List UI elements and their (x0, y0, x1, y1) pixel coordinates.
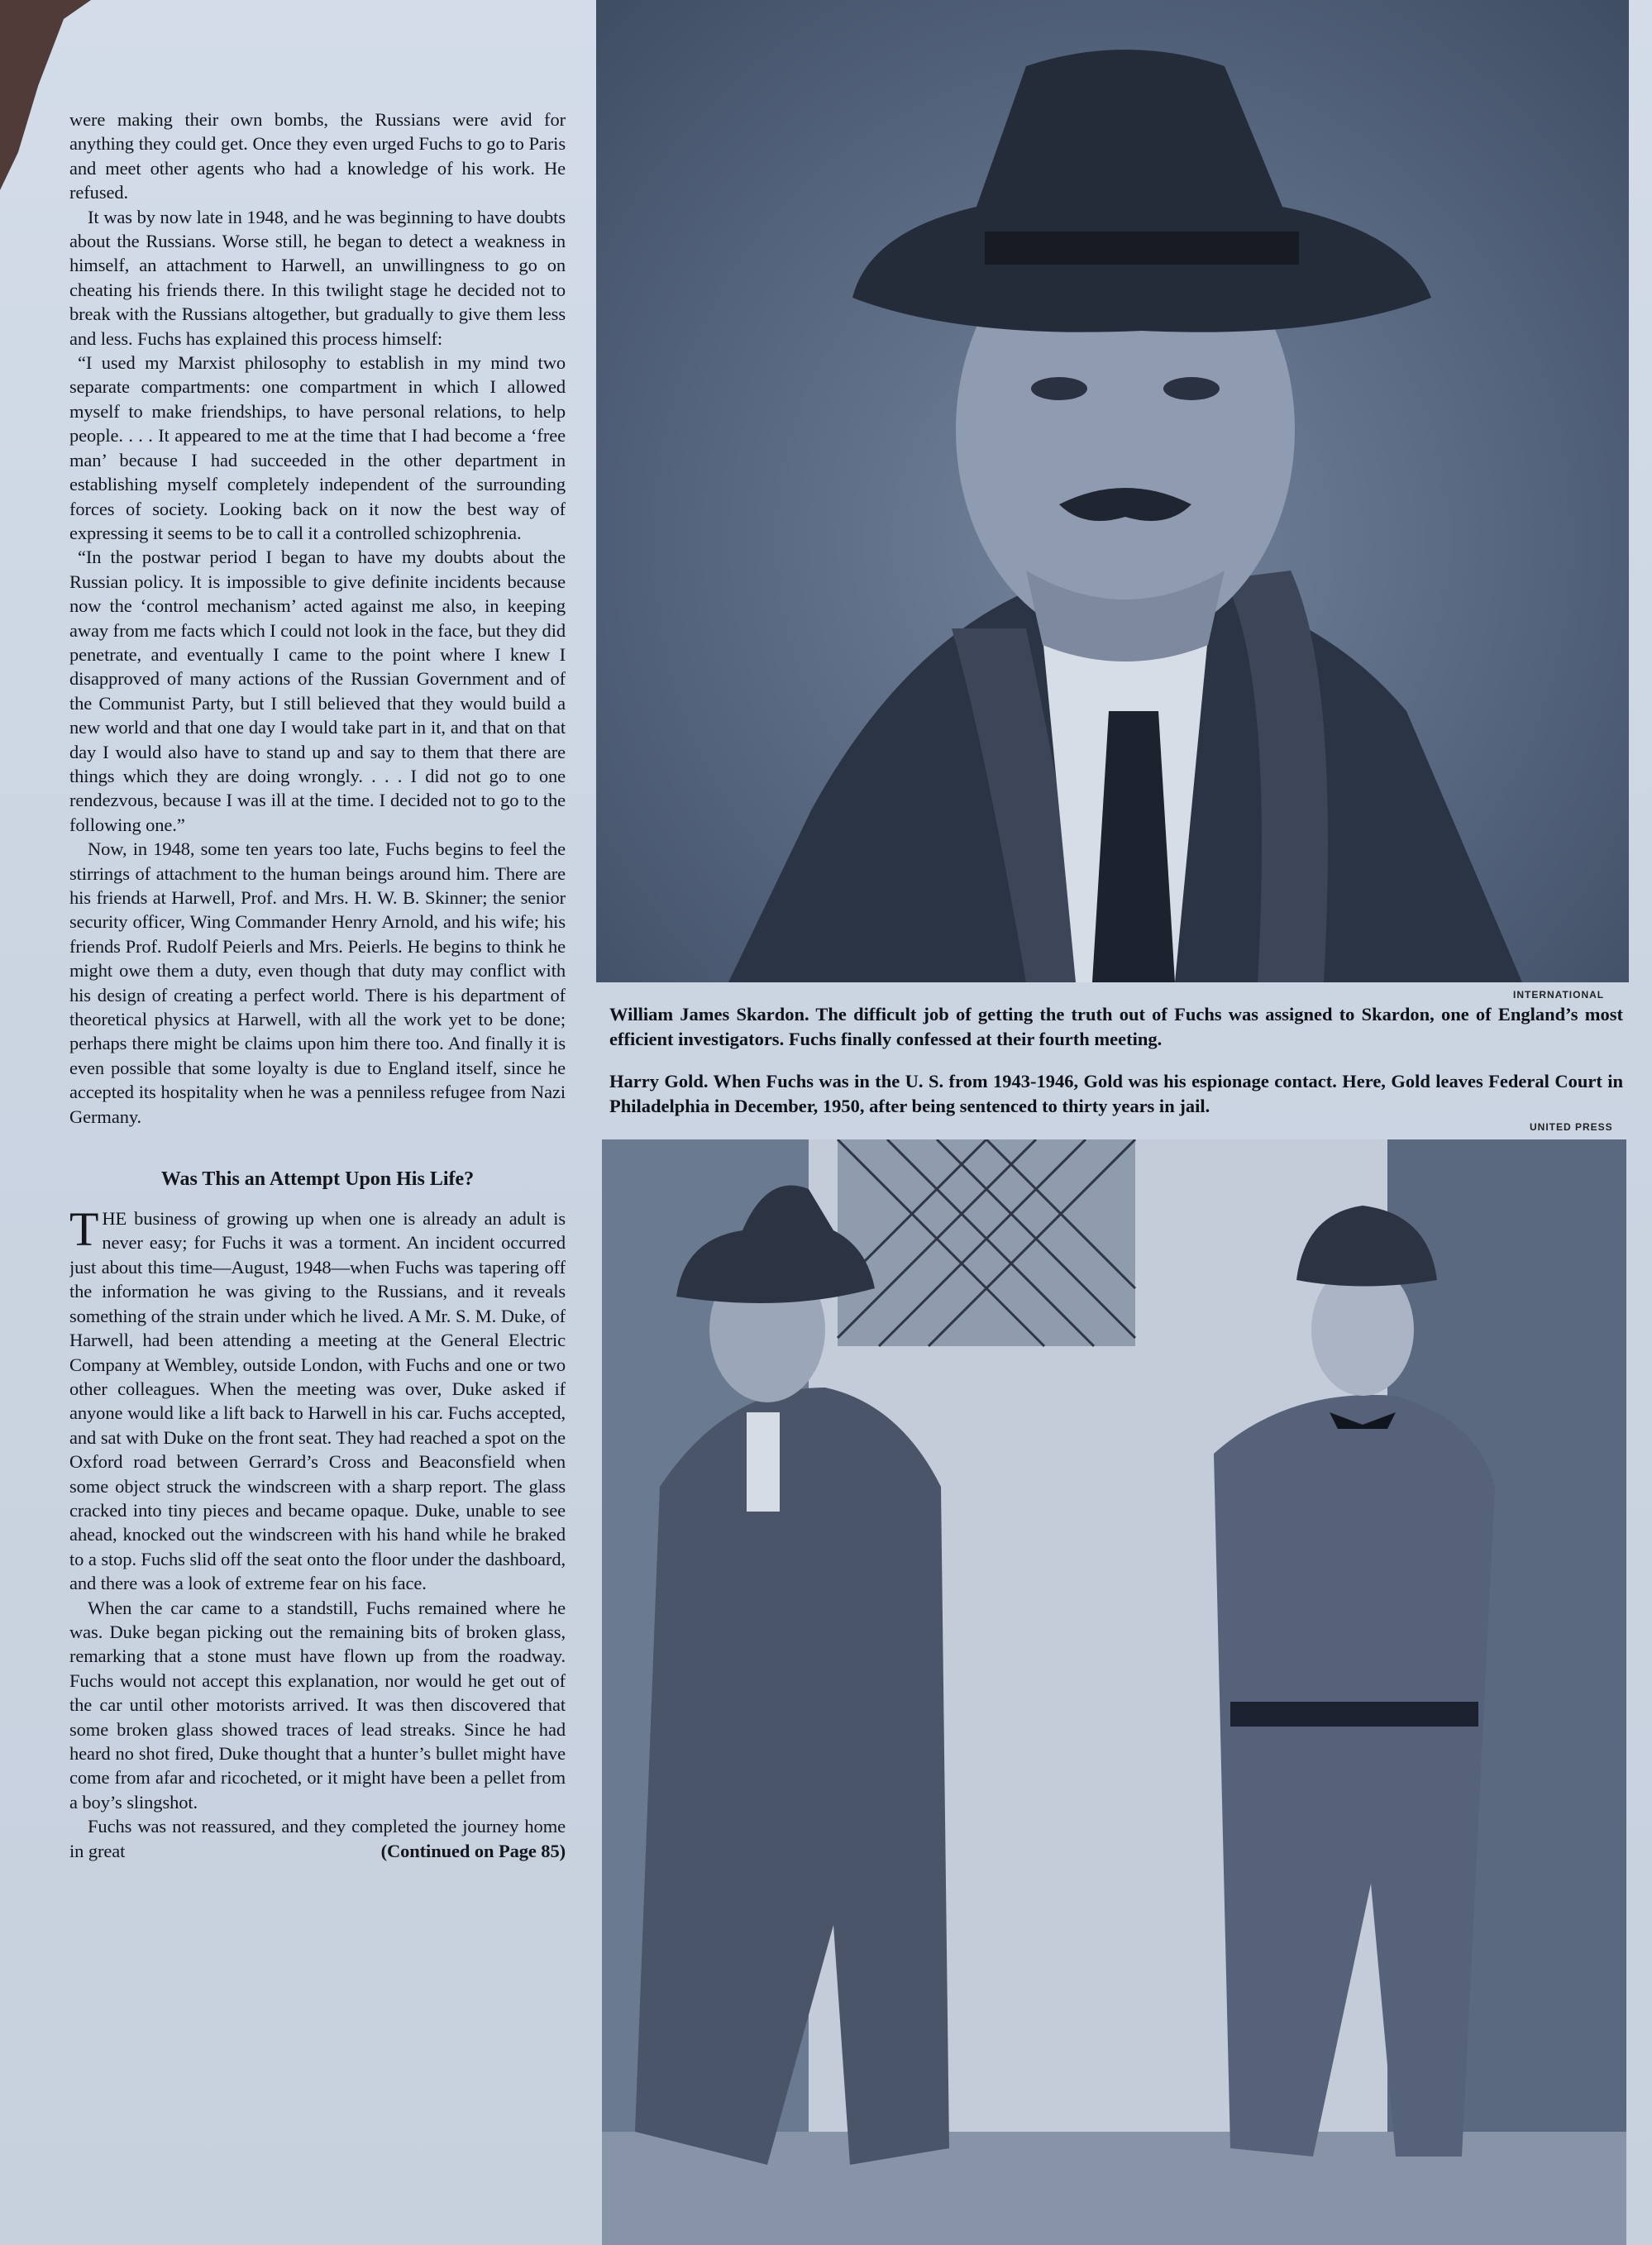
photo-harry-gold (602, 1139, 1626, 2245)
quote-paragraph: “In the postwar period I began to have my doubts about the Russian policy. It is impossible to give definite incidents because now the ‘control mechanism’ acted against me also, in keeping away from me facts which I could not look in the face, but they did penetrate, and eventually I came to the point where I knew I disapproved of many actions of the Russian Government and of the Communist Party, but I still believed that they would build a new world and that one day I would take part in it, and that on that day I would also have to stand up and say to them that there are things which they are doing wrongly. . . . I did not go to one rendezvous, because I was ill at the time. I decided not to go to the following one.” (69, 547, 566, 835)
article-text-column (69, 107, 566, 2216)
court-illustration (602, 1139, 1626, 2245)
section-subheading: Was This an Attempt Upon His Life? (160, 1168, 475, 1191)
portrait-illustration (596, 0, 1629, 982)
quote-paragraph: “I used my Marxist philosophy to establish in my mind two separate compartments: one compartment in which I allowed myself to make friendships, to have personal relations, to help people. . . . It appeared to me at the time that I had become a ‘free man’ because I had succeeded in the other department in establishing myself completely independent of the surrounding forces of society. Looking back on it now the best way of expressing it seems to be to call it a controlled schizophrenia. (69, 352, 566, 543)
photo-credit-bottom: UNITED PRESS (1530, 1121, 1613, 1133)
last-paragraph (69, 1814, 566, 1863)
photo-credit-top: INTERNATIONAL (1513, 989, 1605, 1001)
paragraph: were making their own bombs, the Russians were avid for anything they could get. Once they even urged Fuchs to go to Paris and meet other agents who had a knowledge of his work. He refused. (69, 109, 566, 203)
drop-cap: T (69, 1202, 99, 1257)
photo-skardon (596, 0, 1629, 982)
paragraph-text: Fuchs was not reassured, and they completed the journey home in great (69, 1816, 566, 1861)
paragraph: When the car came to a standstill, Fuchs remained where he was. Duke began picking out the remaining bits of broken glass, remarking that a stone must have flown up from the roadway. Fuchs would not accept this explanation, nor would he get out of the car until other motorists arrived. It was then discovered that some broken glass showed traces of lead streaks. Since he had heard no shot fired, Duke thought that a hunter’s bullet might have come from afar and ricocheted, or it might have been a pellet from a boy’s slingshot. (69, 1597, 566, 1813)
photo-caption-top: William James Skardon. The difficult job of getting the truth out of Fuchs was assigned to Skardon, one of England’s most efficient investigators. Fuchs finally confessed at their fourth meeting. (609, 1004, 1623, 1049)
paragraph: Now, in 1948, some ten years too late, Fuchs begins to feel the stirrings of attachment to the human beings around him. There are his friends at Harwell, Prof. and Mrs. H. W. B. Skinner; the senior security officer, Wing Commander Henry Arnold, and his wife; his friends Prof. Rudolf Peierls and Mrs. Peierls. He begins to think he might owe them a duty, even though that duty may conflict with his design of creating a perfect world. There is his department of theoretical physics at Harwell, with all the work yet to be done; perhaps there might be claims upon him there too. And finally it is even possible that some loyalty is due to England itself, since he accepted its hospitality when he was a penniless refugee from Nazi Germany. (69, 838, 566, 1127)
paragraph: It was by now late in 1948, and he was beginning to have doubts about the Russians. Worse still, he began to detect a weakness in himself, an attachment to Harwell, an unwillingness to go on cheating his friends there. In this twilight stage he decided not to break with the Russians altogether, but gradually to give them less and less. Fuchs has explained this process himself: (69, 206, 566, 349)
paragraph-text: HE business of growing up when one is already an adult is never easy; for Fuchs it was a torment. An incident occurred just about this time—August, 1948—when Fuchs was tapering off the information he was giving to the Russians, and it reveals something of the strain under which he lived. A Mr. S. M. Duke, of Harwell, had been attending a meeting at the General Electric Company at Wembley, outside London, with Fuchs and one or two other colleagues. When the meeting was over, Duke asked if anyone would like a lift back to Harwell in his car. Fuchs accepted, and sat with Duke on the front seat. They had reached a spot on the Oxford road between Gerrard’s Cross and Beaconsfield when some object struck the windscreen with a sharp report. The glass cracked into tiny pieces and became opaque. Duke, unable to see ahead, knocked out the windscreen with his hand while he braked to a stop. Fuchs slid off the seat onto the floor under the dashboard, and there was a look of extreme fear on his face. (69, 1208, 566, 1594)
continued-note: (Continued on Page 85) (380, 1840, 566, 1861)
photo-caption-bottom: Harry Gold. When Fuchs was in the U. S. from 1943-1946, Gold was his espionage contact. Here, Gold leaves Federal Court in Philadelphia in December, 1950, after being sentenced to thirty years in jail. (609, 1071, 1623, 1116)
paragraph (69, 1202, 566, 1596)
